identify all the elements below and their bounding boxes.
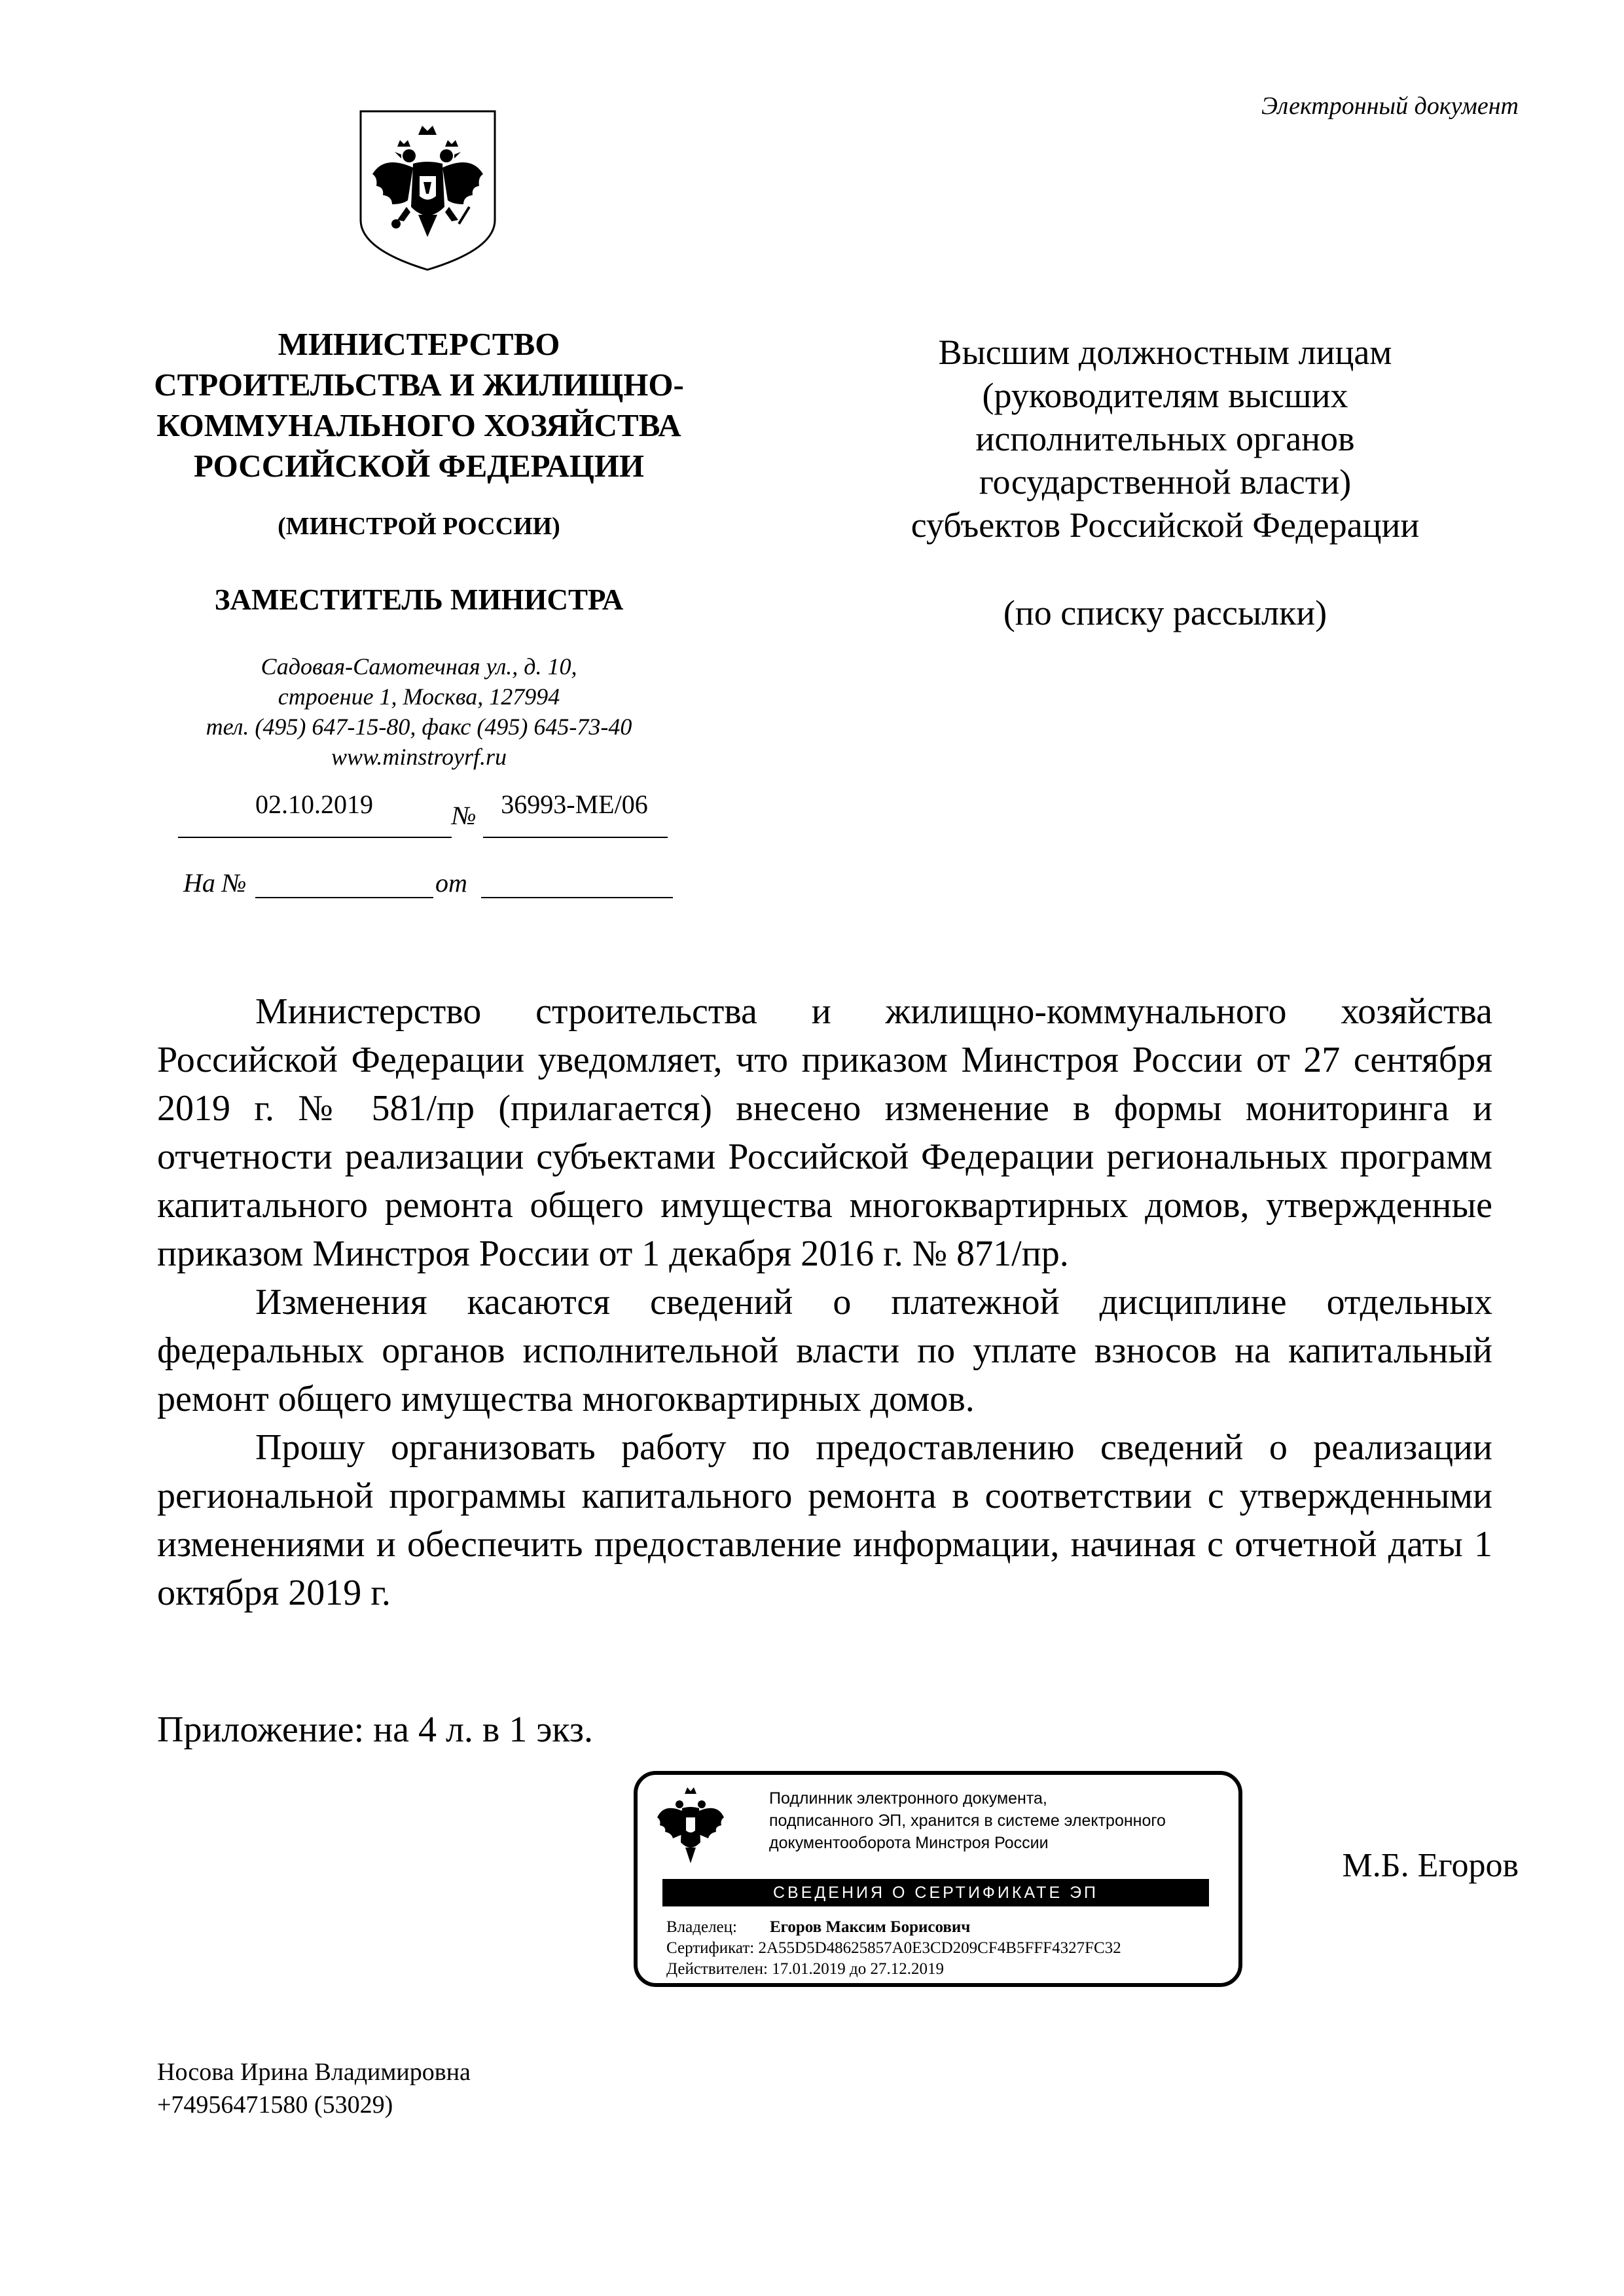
ministry-name-line: СТРОИТЕЛЬСТВА И ЖИЛИЩНО-	[154, 367, 684, 403]
stamp-info-line: подписанного ЭП, хранится в системе электронного	[769, 1812, 1166, 1830]
sender-position: ЗАМЕСТИТЕЛЬ МИНИСТРА	[214, 583, 624, 616]
addressee-line: субъектов Российской Федерации	[911, 505, 1420, 545]
body-paragraph: Прошу организовать работу по предоставлению сведений о реализации региональной программы капитального ремонта в соответствии с утвержденными изменениями и обеспечить предоставление информации, начиная с отчетной даты 1 октября 2019 г.	[157, 1427, 1492, 1613]
ministry-short-name: (МИНСТРОЙ РОССИИ)	[278, 513, 560, 540]
owner-row	[666, 1917, 1236, 1938]
state-emblem	[358, 109, 497, 272]
reference-date-underline	[481, 897, 673, 898]
executor-name: Носова Ирина Владимировна	[157, 2058, 471, 2086]
body-paragraph: Изменения касаются сведений о платежной дисциплине отдельных федеральных органов исполнительной власти по уплате взносов на капитальный ремонт общего имущества многоквартирных домов.	[157, 1282, 1492, 1419]
address-line: Садовая-Самотечная ул., д. 10,	[261, 653, 577, 680]
stamp-emblem	[655, 1782, 727, 1874]
certificate-header: СВЕДЕНИЯ О СЕРТИФИКАТЕ ЭП	[662, 1879, 1209, 1906]
reference-number-underline	[255, 897, 433, 898]
addressee-line: (руководителям высших	[982, 376, 1348, 415]
certificate-row	[666, 1938, 1236, 1959]
body-paragraph: Министерство строительства и жилищно-коммунального хозяйства Российской Федерации уведомляет, что приказом Минстроя России от 27 сентября 2019 г. № 581/пр (прилагается) внесено изменение в формы мониторинга и отчетности реализации субъектами Российской Федерации региональных программ капитального ремонта общего имущества многоквартирных домов, утвержденные приказом Минстроя России от 1 декабря 2016 г. № 871/пр.	[157, 991, 1492, 1274]
date-underline	[178, 837, 452, 838]
eagle-icon	[655, 1782, 727, 1874]
reference-date-label: от	[435, 868, 467, 898]
distribution-note: (по списку рассылки)	[1003, 593, 1327, 632]
stamp-info-line: Подлинник электронного документа,	[769, 1789, 1047, 1808]
ministry-name	[118, 324, 720, 486]
executor-info	[157, 2056, 471, 2121]
validity-row	[666, 1959, 1236, 1980]
executor-phone: +74956471580 (53029)	[157, 2091, 393, 2119]
website-link[interactable]: www.minstroyrf.ru	[331, 744, 507, 770]
ministry-name-line: КОММУНАЛЬНОГО ХОЗЯЙСТВА	[156, 407, 681, 443]
ministry-name-line: МИНИСТЕРСТВО	[278, 326, 560, 362]
attachment-note: Приложение: на 4 л. в 1 экз.	[157, 1709, 593, 1750]
certificate-value: 2A55D5D48625857A0E3CD209CF4B5FFF4327FC32	[758, 1939, 1121, 1957]
validity-value: 17.01.2019 до 27.12.2019	[772, 1960, 944, 1978]
ministry-name-line: РОССИЙСКОЙ ФЕДЕРАЦИИ	[193, 448, 645, 484]
registration-date: 02.10.2019	[255, 790, 373, 819]
stamp-info-line: документооборота Минстроя России	[769, 1834, 1049, 1852]
letter-body	[157, 987, 1492, 1617]
certificate-details	[666, 1917, 1236, 1980]
certificate-label: Сертификат:	[666, 1939, 755, 1957]
stamp-info	[769, 1787, 1240, 1854]
addressee-line: Высшим должностным лицам	[938, 333, 1392, 372]
addressee	[838, 331, 1492, 547]
addressee-line: исполнительных органов	[975, 419, 1355, 458]
sender-address	[118, 651, 720, 772]
emblem-icon	[358, 109, 497, 272]
validity-label: Действителен:	[666, 1960, 768, 1978]
addressee-line: государственной власти)	[979, 462, 1352, 501]
document-type-label: Электронный документ	[1261, 92, 1519, 120]
address-line: тел. (495) 647-15-80, факс (495) 645-73-40	[206, 714, 632, 740]
signer-name: М.Б. Егоров	[1342, 1847, 1519, 1884]
owner-value: Егоров Максим Борисович	[769, 1918, 971, 1936]
registration-number: 36993-МЕ/06	[501, 790, 648, 819]
reference-number-label: На №	[183, 868, 247, 898]
address-line: строение 1, Москва, 127994	[278, 683, 560, 710]
number-underline	[483, 837, 668, 838]
registration-number-sign: №	[452, 801, 477, 830]
owner-label: Владелец:	[666, 1918, 737, 1936]
